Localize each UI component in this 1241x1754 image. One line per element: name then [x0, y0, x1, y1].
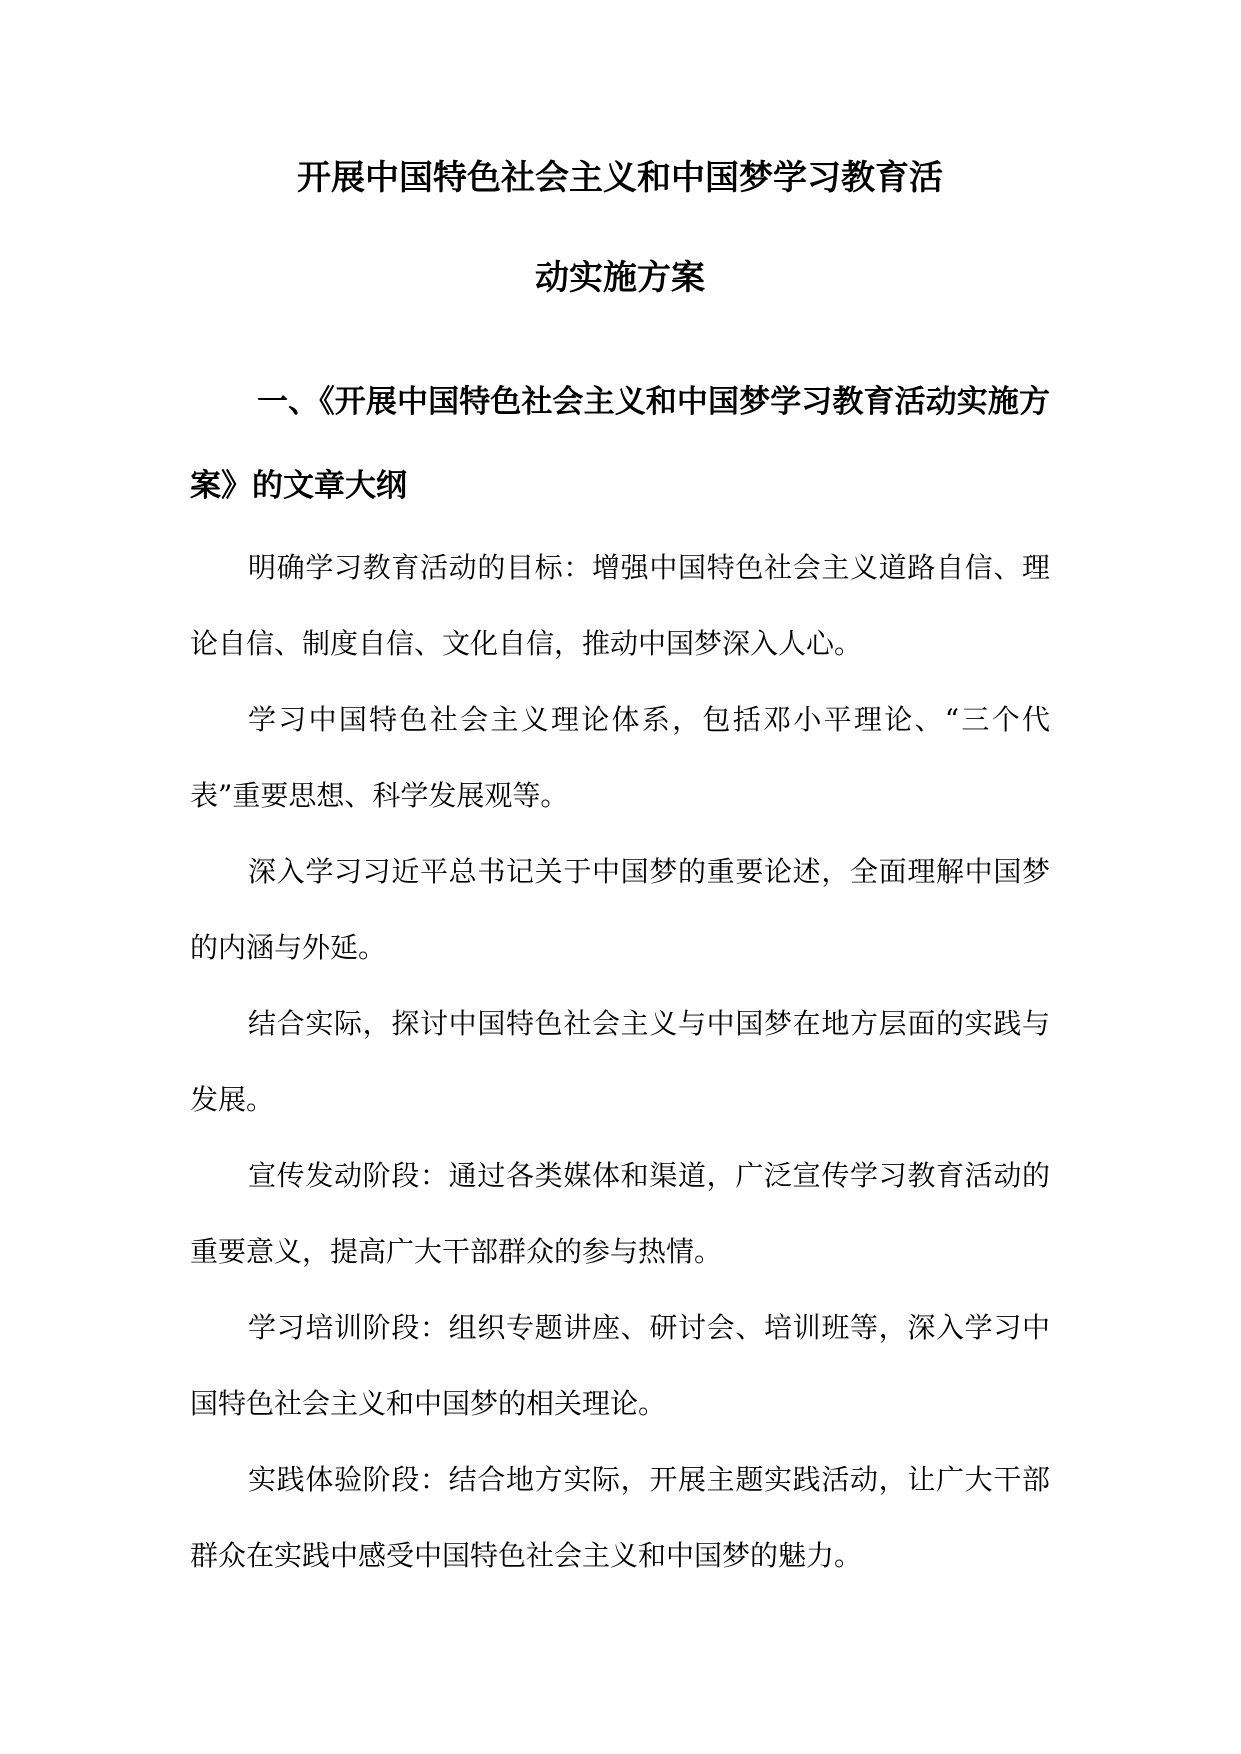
paragraph-training-stage: 学习培训阶段：组织专题讲座、研讨会、培训班等，深入学习中国特色社会主义和中国梦的相关理论。 — [190, 1311, 1050, 1420]
paragraph-chinese-dream: 深入学习习近平总书记关于中国梦的重要论述，全面理解中国梦的内涵与外延。 — [190, 855, 1050, 964]
section-heading: 一、《开展中国特色社会主义和中国梦学习教育活动实施方案》的文章大纲 — [190, 384, 1050, 504]
paragraph-publicity-stage: 宣传发动阶段：通过各类媒体和渠道，广泛宣传学习教育活动的重要意义，提高广大干部群众的参与热情。 — [190, 1159, 1050, 1268]
paragraph-objective: 明确学习教育活动的目标：增强中国特色社会主义道路自信、理论自信、制度自信、文化自信，推动中国梦深入人心。 — [190, 551, 1050, 660]
paragraph-local-practice: 结合实际，探讨中国特色社会主义与中国梦在地方层面的实践与发展。 — [190, 1007, 1050, 1116]
paragraph-practice-stage: 实践体验阶段：结合地方实际，开展主题实践活动，让广大干部群众在实践中感受中国特色社会主义和中国梦的魅力。 — [190, 1463, 1050, 1572]
document-title-line-2: 动实施方案 — [535, 258, 705, 298]
document-title-line-1: 开展中国特色社会主义和中国梦学习教育活 — [297, 158, 943, 198]
document-body — [190, 530, 1050, 1594]
paragraph-theory-system: 学习中国特色社会主义理论体系，包括邓小平理论、“三个代表”重要思想、科学发展观等。 — [190, 703, 1050, 812]
